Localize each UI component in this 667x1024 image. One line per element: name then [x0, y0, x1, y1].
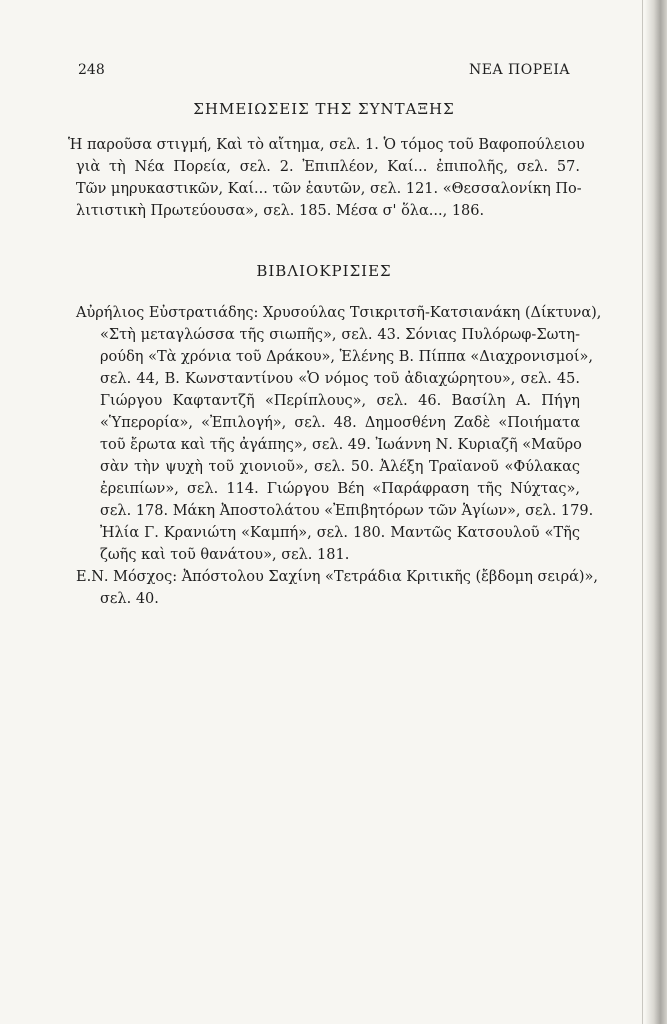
- text-line: Ε.Ν. Μόσχος: Ἀπόστολου Σαχίνη «Τετράδια Κριτικῆς (ἔβδομη σειρά)»,: [76, 569, 599, 585]
- review-entry: [76, 302, 602, 566]
- text-line: σὰν τὴν ψυχὴ τοῦ χιονιοῦ», σελ. 50. Ἀλέξη Τραϊανοῦ «Φύλακας: [100, 459, 580, 475]
- text-line: «Ὑπερορία», «Ἐπιλογή», σελ. 48. Δημοσθένη Ζαδὲ «Ποιήματα: [100, 415, 580, 431]
- page-edge-line: [642, 0, 643, 1024]
- text-line: σελ. 44, Β. Κωνσταντίνου «Ὁ νόμος τοῦ ἀδιαχώρητου», σελ. 45.: [100, 371, 580, 387]
- text-line: τοῦ ἔρωτα καὶ τῆς ἀγάπης», σελ. 49. Ἰωάννη Ν. Κυριαζῆ «Μαῦρο: [100, 437, 582, 453]
- text-line: ζωῆς καὶ τοῦ θανάτου», σελ. 181.: [100, 547, 350, 563]
- text-line: Αὐρήλιος Εὐστρατιάδης: Χρυσούλας Τσικριτσῆ-Κατσιανάκη (Δίκτυνα),: [76, 305, 602, 321]
- page-edge-shadow: [645, 0, 667, 1024]
- text-line: Γιώργου Καφταντζῆ «Περίπλους», σελ. 46. Βασίλη Α. Πήγη: [100, 393, 580, 409]
- text-line: γιὰ τὴ Νέα Πορεία, σελ. 2. Ἐπιπλέον, Καί... ἐπιπολῆς, σελ. 57.: [76, 159, 580, 175]
- text-line: Ἡ παροῦσα στιγμή, Καὶ τὸ αἴτημα, σελ. 1. Ὁ τόμος τοῦ Βαφοπούλειου: [68, 137, 585, 153]
- reviews-list: [76, 302, 602, 610]
- text-line: λιτιστικὴ Πρωτεύουσα», σελ. 185. Μέσα σ' ὅλα..., 186.: [76, 203, 485, 219]
- text-line: σελ. 178. Μάκη Ἀποστολάτου «Ἐπιβητόρων τῶν Ἁγίων», σελ. 179.: [100, 503, 594, 519]
- text-line: ἐρειπίων», σελ. 114. Γιώργου Βέη «Παράφραση τῆς Νύχτας»,: [100, 481, 580, 497]
- page-number: 248: [78, 62, 105, 78]
- section-title-reviews: ΒΙΒΛΙΟΚΡΙΣΙΕΣ: [256, 262, 392, 280]
- editorial-notes-paragraph: [68, 134, 585, 222]
- section-title-notes: ΣΗΜΕΙΩΣΕΙΣ ΤΗΣ ΣΥΝΤΑΞΗΣ: [193, 100, 455, 118]
- text-line: σελ. 40.: [100, 591, 159, 607]
- text-line: «Στὴ μεταγλώσσα τῆς σιωπῆς», σελ. 43. Σόνιας Πυλόρωφ-Σωτη-: [100, 327, 580, 343]
- text-line: ρούδη «Τὰ χρόνια τοῦ Δράκου», Ἑλένης Β. Πίππα «Διαχρονισμοί»,: [100, 349, 594, 365]
- text-line: Ἠλία Γ. Κρανιώτη «Καμπή», σελ. 180. Μαντῶς Κατσουλοῦ «Τῆς: [100, 525, 580, 541]
- running-title: ΝΕΑ ΠΟΡΕΙΑ: [469, 62, 570, 78]
- text-line: Τῶν μηρυκαστικῶν, Καί... τῶν ἑαυτῶν, σελ. 121. «Θεσσαλονίκη Πο-: [76, 181, 582, 197]
- review-entry: [76, 566, 599, 610]
